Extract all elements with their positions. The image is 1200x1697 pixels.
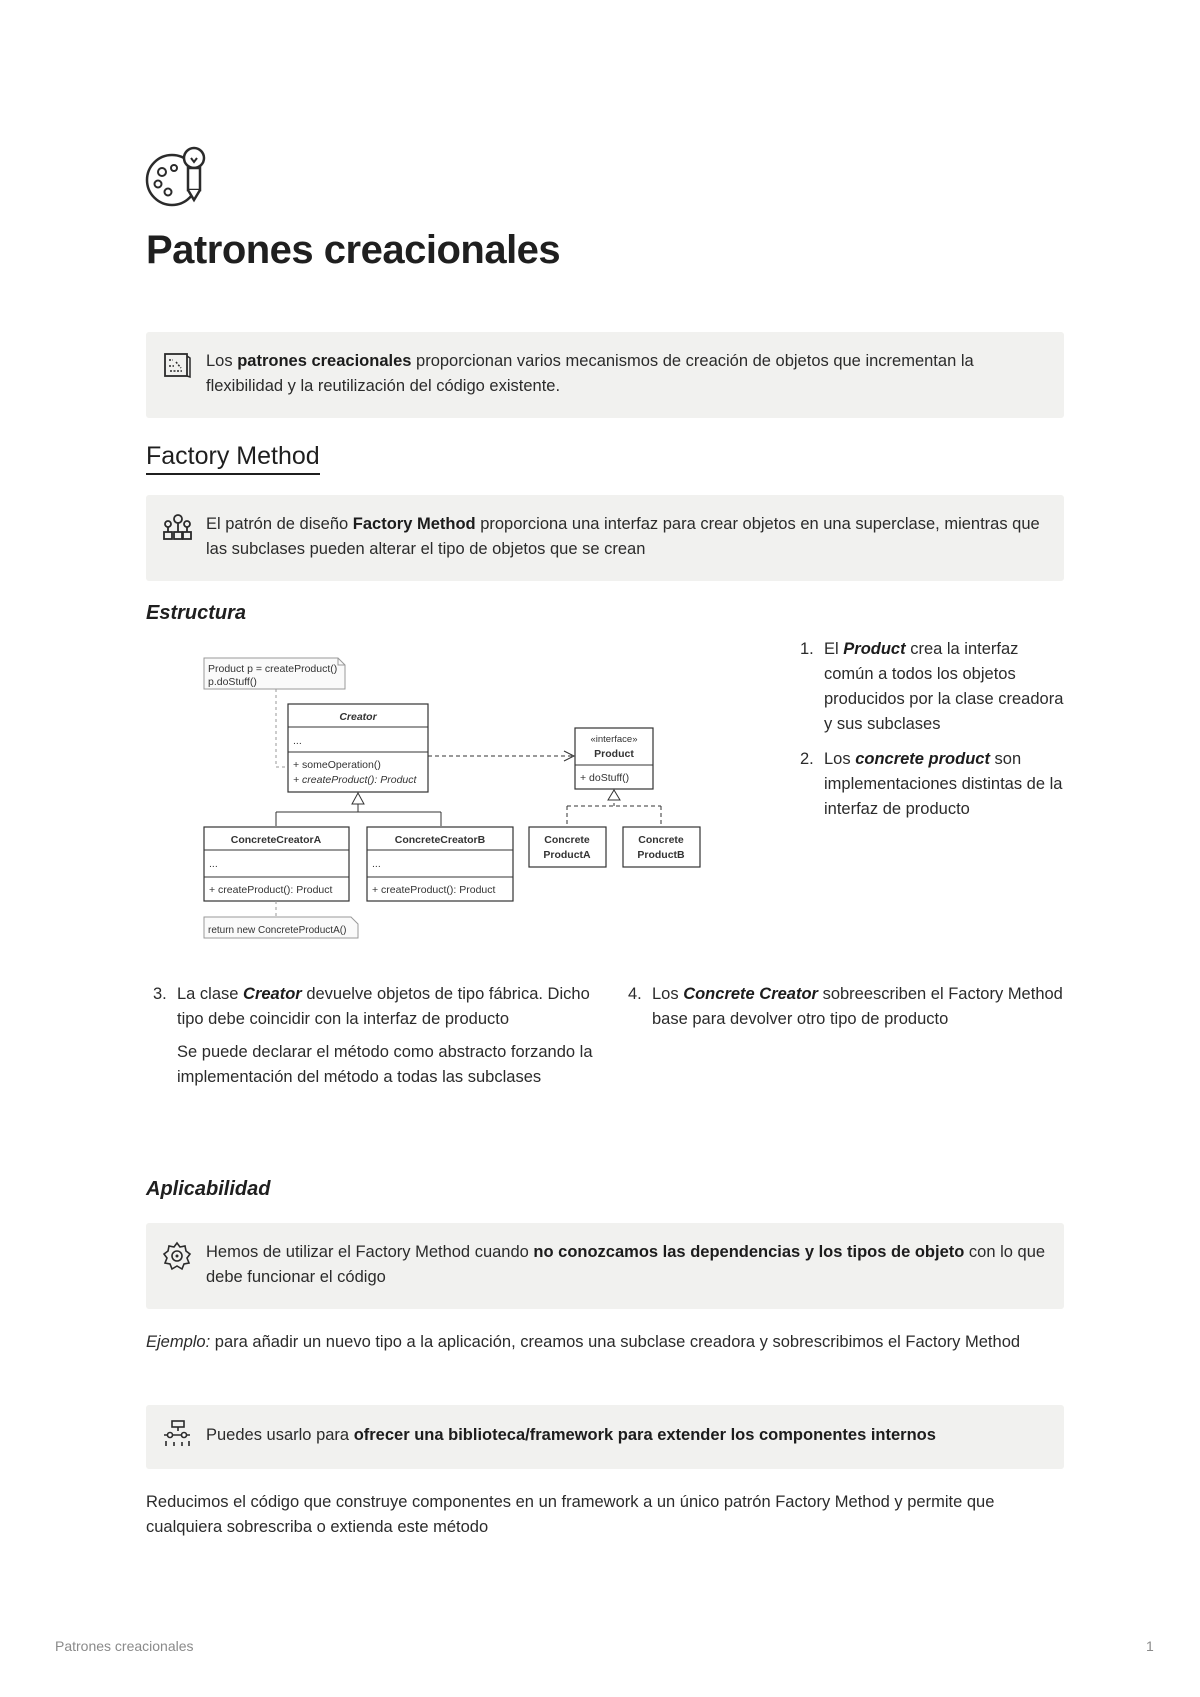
structure-list-item-4 — [628, 982, 1068, 1042]
subheading-aplicabilidad: Aplicabilidad — [146, 1178, 271, 1200]
svg-text:...: ... — [293, 735, 302, 747]
svg-text:Product: Product — [594, 748, 634, 760]
library-callout-text: Puedes usarlo para ofrecer una biblioteca/framework para extender los componentes internos — [206, 1426, 936, 1444]
palette-and-lightbulb-icon — [144, 144, 210, 210]
svg-text:+ createProduct(): Product: + createProduct(): Product — [209, 884, 333, 896]
example-paragraph: Ejemplo: para añadir un nuevo tipo a la aplicación, creamos una subclase creadora y sobrescribimos el Factory Method — [146, 1333, 1021, 1351]
page-title: Patrones creacionales — [146, 228, 561, 272]
svg-text:Concrete: Concrete — [638, 834, 684, 846]
subheading-estructura: Estructura — [146, 602, 247, 624]
structure-list-item-3 — [153, 982, 593, 1100]
section-heading-factory-method: Factory Method — [146, 442, 320, 475]
factory-method-uml-diagram — [200, 652, 710, 942]
list-item: 1. El Product crea la interfaz común a todos los objetos producidos por la clase creadora y sus subclases — [800, 640, 1064, 733]
uml-class-concrete-creator-b — [367, 827, 513, 901]
svg-text:return new ConcreteProductA(): return new ConcreteProductA() — [208, 925, 347, 936]
svg-text:Creator: Creator — [339, 711, 377, 723]
factory-method-callout-text: El patrón de diseño Factory Method proporciona una interfaz para crear objetos en una superclase, mientras que las subclases pueden alterar el tipo de objetos que se crean — [206, 515, 1040, 558]
svg-text:+ createProduct(): Product: + createProduct(): Product — [372, 884, 496, 896]
structure-list-right — [800, 637, 1065, 832]
svg-text:ConcreteCreatorA: ConcreteCreatorA — [230, 834, 322, 846]
applicability-callout-text: Hemos de utilizar el Factory Method cuando no conozcamos las dependencias y los tipos de objeto con lo que debe funcionar el código — [206, 1243, 1046, 1286]
diagram-note-bottom — [204, 917, 358, 938]
list-item: 2. Los concrete product son implementaciones distintas de la interfaz de producto — [800, 750, 1063, 818]
gear-network-icon — [162, 1241, 192, 1271]
diagram-note-top — [204, 658, 345, 689]
svg-text:...: ... — [372, 858, 381, 870]
uml-class-concrete-product-a — [529, 827, 606, 867]
closing-paragraph: Reducimos el código que construye componentes en un framework a un único patrón Factory Method y permite que cualquiera sobrescriba o extienda este método — [146, 1493, 995, 1536]
uml-class-concrete-product-b — [623, 827, 700, 867]
list-item: 4. Los Concrete Creator sobreescriben el Factory Method base para devolver otro tipo de producto — [628, 985, 1063, 1028]
svg-text:p.doStuff(): p.doStuff() — [208, 676, 257, 688]
intro-callout-text: Los patrones creacionales proporcionan varios mecanismos de creación de objetos que incrementan la flexibilidad y la reutilización del código existente. — [206, 352, 974, 395]
components-flow-icon — [162, 1419, 192, 1449]
library-callout — [146, 1405, 1064, 1469]
svg-text:Concrete: Concrete — [544, 834, 590, 846]
intro-callout — [146, 332, 1064, 418]
svg-text:+ doStuff(): + doStuff() — [580, 772, 630, 784]
svg-text:+ createProduct(): Product: + createProduct(): Product — [293, 774, 417, 786]
svg-text:...: ... — [209, 858, 218, 870]
list-item-note: Se puede declarar el método como abstracto forzando la implementación del método a todas las subclases — [177, 1043, 593, 1086]
network-nodes-icon — [162, 513, 192, 543]
uml-class-creator — [288, 704, 428, 792]
page-number: 1 — [1146, 1638, 1154, 1654]
factory-method-callout — [146, 495, 1064, 581]
uml-interface-product — [575, 728, 653, 789]
blueprint-icon — [162, 350, 192, 380]
footer-title: Patrones creacionales — [55, 1638, 194, 1654]
applicability-callout — [146, 1223, 1064, 1309]
uml-class-concrete-creator-a — [204, 827, 349, 901]
svg-text:ProductA: ProductA — [543, 849, 591, 861]
svg-text:Product p = createProduct(): Product p = createProduct() — [208, 663, 338, 675]
list-item: 3. La clase Creator devuelve objetos de tipo fábrica. Dicho tipo debe coincidir con la interfaz de producto Se puede declarar el método como abstracto forzando la implementación del método a todas las subclases — [153, 982, 593, 1090]
svg-text:ProductB: ProductB — [637, 849, 685, 861]
svg-text:+ someOperation(): + someOperation() — [293, 759, 381, 771]
svg-text:«interface»: «interface» — [590, 734, 638, 745]
svg-text:ConcreteCreatorB: ConcreteCreatorB — [394, 834, 486, 846]
